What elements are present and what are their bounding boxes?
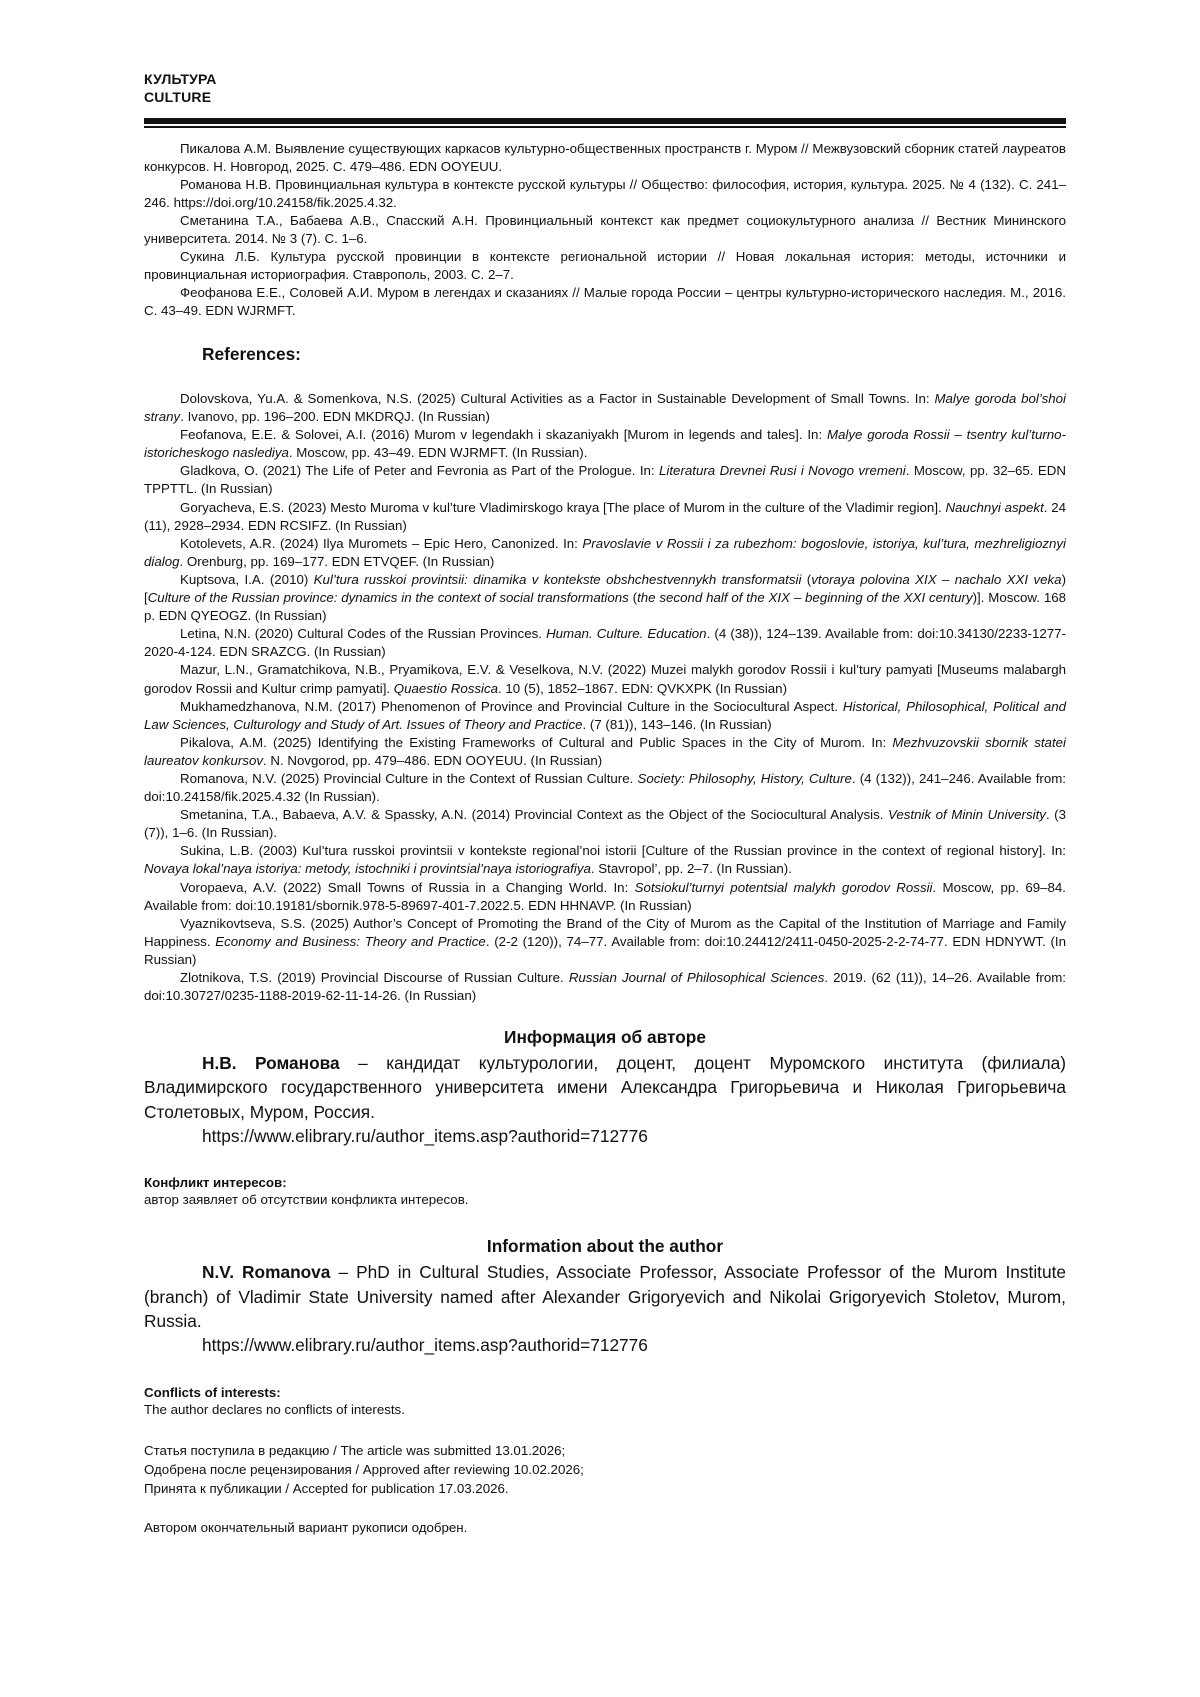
author-info-heading-en: Information about the author bbox=[486, 1236, 724, 1257]
en-reference: Goryacheva, E.S. (2023) Mesto Muroma v kul’ture Vladimirskogo kraya [The place of Murom in the culture of the Vladimir region]. Nauchnyi aspekt. 24 (11), 2928–2934. EDN RCSIFZ. (In Russian) bbox=[144, 499, 1066, 533]
ru-reference: Романова Н.В. Провинциальная культура в контексте русской культуры // Общество: философия, история, культура. 2025. № 4 (132). С. 241–246. https://doi.org/10.24158/fik.2025.4.32. bbox=[144, 177, 1066, 210]
conflict-of-interest-en bbox=[144, 1384, 1066, 1418]
final-approval-note: Автором окончательный вариант рукописи одобрен. bbox=[144, 1519, 468, 1535]
en-reference: Zlotnikova, T.S. (2019) Provincial Discourse of Russian Culture. Russian Journal of Philosophical Sciences. 2019. (62 (11)), 14–26. Available from: doi:10.30727/0235-1188-2019-62-11-14-26. (In Russian) bbox=[144, 970, 1066, 1004]
conflict-of-interest-ru bbox=[144, 1174, 1066, 1208]
en-reference: Pikalova, A.M. (2025) Identifying the Existing Frameworks of Cultural and Public Spaces in the City of Murom. In: Mezhvuzovskii sbornik statei laureatov konkursov. N. Novgorod, pp. 479–486. EDN OOYEUU. (In Russian) bbox=[144, 734, 1066, 768]
journal-header bbox=[144, 70, 1066, 106]
en-reference: Feofanova, E.E. & Solovei, A.I. (2016) Murom v legendakh i skazaniyakh [Murom in legends and tales]. In: Malye goroda Rossii – tsentry kul’turno-istoricheskogo naslediya. Moscow, pp. 43–49. EDN WJRMFT. (In Russian). bbox=[144, 427, 1066, 461]
date-approved: Одобрена после рецензирования / Approved after reviewing 10.02.2026; bbox=[144, 1461, 584, 1477]
author-description-ru: – кандидат культурологии, доцент, доцент Муромского института (филиала) Владимирского государственного университета имени Александра Григорьевича и Николая Григорьевича Столетовых, Муром, Россия. bbox=[144, 1053, 1066, 1122]
en-reference: Kotolevets, A.R. (2024) Ilya Muromets – Epic Hero, Canonized. In: Pravoslavie v Rossii i za rubezhom: bogoslovie, istoriya, kul’tura, mezhreligioznyi dialog. Orenburg, pp. 169–177. EDN ETVQEF. (In Russian) bbox=[144, 535, 1066, 569]
header-rule-thin bbox=[144, 126, 1066, 128]
section-title-ru: КУЛЬТУРА bbox=[144, 71, 217, 87]
en-reference: Letina, N.N. (2020) Cultural Codes of the Russian Provinces. Human. Culture. Education. (4 (38)), 124–139. Available from: doi:10.34130/2233-1277-2020-4-124. EDN SRAZCG. (In Russian) bbox=[144, 626, 1066, 660]
en-reference: Romanova, N.V. (2025) Provincial Culture in the Context of Russian Culture. Society: Philosophy, History, Culture. (4 (132)), 241–246. Available from: doi:10.24158/fik.2025.4.32 (In Russian). bbox=[144, 770, 1067, 805]
author-link-en[interactable]: https://www.elibrary.ru/author_items.asp?authorid=712776 bbox=[202, 1335, 648, 1356]
references-heading: References: bbox=[202, 344, 301, 364]
ru-reference: Феофанова Е.Е., Соловей А.И. Муром в легендах и сказаниях // Малые города России – центры культурно-исторического наследия. М., 2016. С. 43–49. EDN WJRMFT. bbox=[144, 285, 1066, 318]
date-submitted: Статья поступила в редакцию / The article was submitted 13.01.2026; bbox=[144, 1442, 566, 1458]
en-reference: Mazur, L.N., Gramatchikova, N.B., Pryamikova, E.V. & Veselkova, N.V. (2022) Muzei malykh gorodov Rossii i kul’tury pamyati [Museums malabargh gorodov Rossii and Kultur crimp pamyati]. Quaestio Rossica. 10 (5), 1852–1867. EDN: QVKXPK (In Russian) bbox=[144, 662, 1066, 696]
en-reference: Voropaeva, A.V. (2022) Small Towns of Russia in a Changing World. In: Sotsiokul’turnyi potentsial malykh gorodov Rossii. Moscow, pp. 69–84. Available from: doi:10.19181/sbornik.978-5-89697-401-7.2022.5. EDN HHNAVP. (In Russian) bbox=[144, 879, 1066, 913]
en-reference: Smetanina, T.A., Babaeva, A.V. & Spassky, A.N. (2014) Provincial Context as the Object of the Sociocultural Analysis. Vestnik of Minin University. (3 (7)), 1–6. (In Russian). bbox=[144, 807, 1066, 841]
conflict-text-ru: автор заявляет об отсутствии конфликта интересов. bbox=[144, 1192, 469, 1208]
ru-reference: Сукина Л.Б. Культура русской провинции в контексте региональной истории // Новая локальная история: методы, источники и провинциальная историография. Ставрополь, 2003. С. 2–7. bbox=[144, 249, 1066, 282]
ru-reference: Сметанина Т.А., Бабаева А.В., Спасский А.Н. Провинциальный контекст как предмет социокультурного анализа // Вестник Мининского университета. 2014. № 3 (7). С. 1–6. bbox=[144, 213, 1066, 246]
english-references bbox=[144, 390, 1066, 1005]
author-name-en: N.V. Romanova bbox=[202, 1262, 331, 1283]
page bbox=[144, 70, 1066, 1537]
author-info-en bbox=[144, 1260, 1066, 1333]
author-info-heading-ru: Информация об авторе bbox=[504, 1027, 706, 1048]
en-reference: Vyaznikovtseva, S.S. (2025) Author’s Concept of Promoting the Brand of the City of Murom as the Capital of the Institution of Marriage and Family Happiness. Economy and Business: Theory and Practice. (2-2 (120)), 74–77. Available from: doi:10.24412/2411-0450-2025-2-2-74-77. EDN HDNYWT. (In Russian) bbox=[144, 915, 1067, 967]
russian-references bbox=[144, 140, 1066, 320]
author-link-ru[interactable]: https://www.elibrary.ru/author_items.asp?authorid=712776 bbox=[202, 1126, 648, 1147]
conflict-title-ru: Конфликт интересов: bbox=[144, 1175, 287, 1191]
author-description-en: – PhD in Cultural Studies, Associate Professor, Associate Professor of the Murom Institute (branch) of Vladimir State University named after Alexander Grigoryevich and Nikolai Grigoryevich Stoletov, Murom, Russia. bbox=[144, 1262, 1067, 1331]
en-reference: Kuptsova, I.A. (2010) Kul’tura russkoi provintsii: dinamika v kontekste obshchestvennykh transformatsii (vtoraya polovina XIX – nachalo XXI veka) [Culture of the Russian province: dynamics in the context of social transformations (the second half of the XIX – beginning of the XXI century)]. Moscow. 168 p. EDN QYEOGZ. (In Russian) bbox=[144, 571, 1067, 624]
en-reference: Gladkova, O. (2021) The Life of Peter and Fevronia as Part of the Prologue. In: Literatura Drevnei Rusi i Novogo vremeni. Moscow, pp. 32–65. EDN TPPTTL. (In Russian) bbox=[144, 463, 1066, 497]
publication-dates bbox=[144, 1441, 1066, 1498]
conflict-title-en: Conflicts of interests: bbox=[144, 1384, 281, 1400]
header-rule-thick bbox=[144, 118, 1066, 124]
section-title-en: CULTURE bbox=[144, 89, 212, 105]
author-name-ru: Н.В. Романова bbox=[202, 1053, 340, 1074]
en-reference: Dolovskova, Yu.A. & Somenkova, N.S. (2025) Cultural Activities as a Factor in Sustainable Development of Small Towns. In: Malye goroda bol’shoi strany. Ivanovo, pp. 196–200. EDN MKDRQJ. (In Russian) bbox=[144, 391, 1066, 425]
conflict-text-en: The author declares no conflicts of interests. bbox=[144, 1401, 405, 1417]
en-reference: Sukina, L.B. (2003) Kul’tura russkoi provintsii v kontekste regional’noi istorii [Culture of the Russian province in the context of regional history]. In: Novaya lokal’naya istoriya: metody, istochniki i provintsial’naya istoriografiya. Stavropol’, pp. 2–7. (In Russian). bbox=[144, 843, 1066, 877]
en-reference: Mukhamedzhanova, N.M. (2017) Phenomenon of Province and Provincial Culture in the Sociocultural Aspect. Historical, Philosophical, Political and Law Sciences, Culturology and Study of Art. Issues of Theory and Practice. (7 (81)), 143–146. (In Russian) bbox=[144, 698, 1066, 732]
author-info-ru bbox=[144, 1051, 1066, 1124]
date-accepted: Принята к публикации / Accepted for publication 17.03.2026. bbox=[144, 1480, 509, 1496]
ru-reference: Пикалова А.М. Выявление существующих каркасов культурно-общественных пространств г. Муром // Межвузовский сборник статей лауреатов конкурсов. Н. Новгород, 2025. С. 479–486. EDN OOYEUU. bbox=[144, 141, 1066, 174]
